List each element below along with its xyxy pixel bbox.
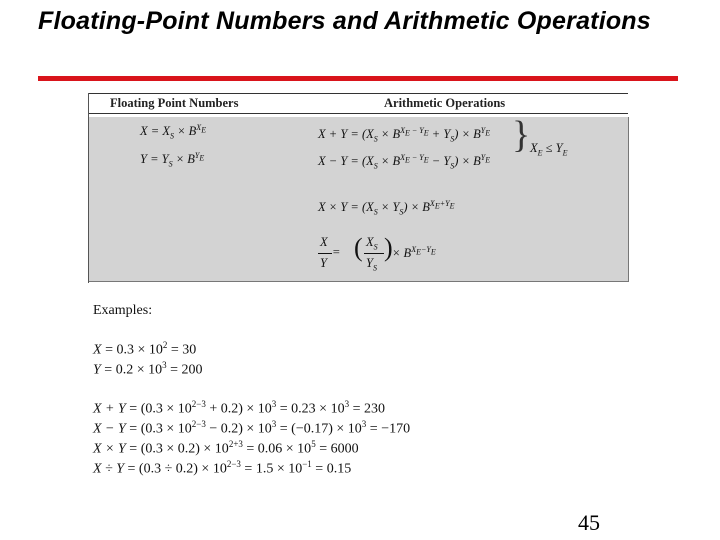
div-r-fraction-bar xyxy=(364,253,384,254)
div-open-paren: ( xyxy=(354,233,363,262)
figure-header-rule xyxy=(88,113,628,114)
subtraction-formula: $X - Y = (X_S \times B^{X_E - Y_E} - Y_S) \times B^{Y_E}$ xyxy=(318,153,491,171)
div-numerator: X xyxy=(320,235,328,249)
figure-left-border xyxy=(88,93,89,283)
example-multiplication: $X \times Y = (0.3 \times 0.2) \times 10^{2+3} = 0.06 \times 10^5 = 6000$ xyxy=(93,439,359,457)
div-r-denominator: $Y_S$ xyxy=(366,256,377,273)
x-representation: $X = X_S \times B^{X_E}$ xyxy=(140,123,207,141)
div-suffix: × $B^{X_E-Y_E}$ xyxy=(392,245,436,261)
example-division: $X \div Y = (0.3 \div 0.2) \times 10^{2-3} = 1.5 \times 10^{-1} = 0.15$ xyxy=(93,459,352,477)
page-number: 45 xyxy=(578,510,600,535)
right-brace: } xyxy=(512,114,531,156)
exponent-condition: $X_E \le Y_E$ xyxy=(530,141,568,158)
addition-formula: $X + Y = (X_S \times B^{X_E - Y_E} + Y_S) \times B^{Y_E}$ xyxy=(318,126,491,144)
div-fraction-bar xyxy=(318,253,332,254)
formula-figure xyxy=(88,93,628,283)
example-subtraction: $X - Y = (0.3 \times 10^{2-3} - 0.2) \times 10^3 = (-0.17) \times 10^3 = -170$ xyxy=(93,419,411,437)
division-formula xyxy=(318,235,518,279)
example-addition: $X + Y = (0.3 \times 10^{2-3} + 0.2) \times 10^3 = 0.23 \times 10^3 = 230$ xyxy=(93,399,385,417)
header-floating-point: Floating Point Numbers xyxy=(110,96,239,110)
header-arithmetic: Arithmetic Operations xyxy=(384,96,506,110)
div-r-numerator: $X_S$ xyxy=(366,235,378,252)
examples-heading: Examples: xyxy=(93,303,153,318)
figure-top-rule xyxy=(88,93,628,94)
title-underline xyxy=(38,76,678,81)
example-def-y: $Y = 0.2 \times 10^3 = 200$ xyxy=(93,360,203,378)
div-equals: = xyxy=(332,245,341,259)
slide-title: Floating-Point Numbers and Arithmetic Operations xyxy=(38,7,651,35)
example-def-x: $X = 0.3 \times 10^2 = 30$ xyxy=(93,340,197,358)
multiplication-formula: $X \times Y = (X_S \times Y_S) \times B^{X_E+Y_E}$ xyxy=(318,199,455,217)
div-denominator: Y xyxy=(320,256,327,270)
y-representation: $Y = Y_S \times B^{Y_E}$ xyxy=(140,151,205,169)
div-close-paren: ) xyxy=(384,233,393,262)
